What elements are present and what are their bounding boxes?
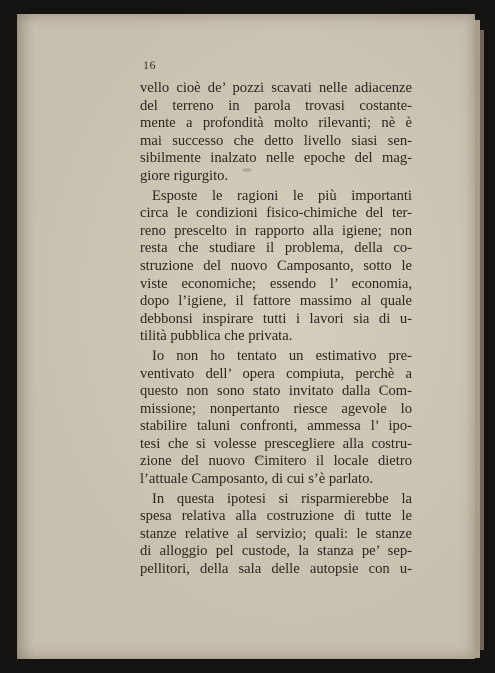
text-line: In questa ipotesi si risparmierebbe la (152, 490, 412, 507)
page-number: 16 (143, 58, 156, 72)
text-line: questo non sono stato invitato dalla Com- (140, 383, 412, 400)
text-line: spesa relativa alla costruzione di tutte le (140, 508, 412, 525)
ink-smudge (254, 456, 264, 460)
text-line: mente a profondità molto rilevanti; nè è (140, 115, 412, 132)
text-line: mai successo che detto livello siasi sen- (140, 132, 412, 149)
text-line: debbonsi inspirare tutti i lavori sia di u- (140, 310, 412, 327)
text-line: zione del nuovo Cimitero il locale dietro (140, 453, 412, 470)
book-edge-shadow (480, 30, 484, 650)
text-line: resta che studiare il problema, della co- (140, 240, 412, 257)
text-line: l’attuale Camposanto, di cui s’è parlato. (140, 471, 374, 488)
text-line: Esposte le ragioni le più importanti (152, 187, 412, 204)
text-line: dopo l’igiene, il fattore massimo al quale (140, 293, 412, 310)
text-line: circa le condizioni fisico-chimiche del ter- (140, 205, 412, 222)
text-line: tilità pubblica che privata. (140, 328, 293, 345)
text-line: reno prescelto in rapporto alla igiene; non (140, 222, 412, 239)
text-line: stabilire taluni confronti, ammessa l’ ipo- (140, 418, 412, 435)
text-line: Io non ho tentato un estimativo pre- (152, 347, 412, 364)
text-line: struzione del nuovo Camposanto, sotto le (140, 257, 412, 274)
text-line: vello cioè de’ pozzi scavati nelle adiacenze (140, 80, 412, 96)
ink-smudge (242, 168, 252, 172)
text-line: di alloggio pel custode, la stanza pe’ sep- (140, 543, 412, 560)
text-line: missione; nonpertanto riesce agevole lo (140, 400, 412, 417)
text-line: viste economiche; essendo l’ economia, (140, 275, 412, 292)
text-line: del terreno in parola trovasi costante- (140, 97, 412, 114)
text-line: giore rigurgito. (140, 167, 229, 184)
body-text (140, 80, 412, 579)
text-line: stanze relative al servizio; quali: le stanze (140, 525, 412, 542)
text-line: tesi che si volesse prescegliere alla costru- (140, 435, 412, 452)
text-line: pellitori, della sala delle autopsie con u- (140, 561, 412, 578)
text-line: sibilmente inalzato nelle epoche del mag- (140, 150, 412, 167)
text-line: ventivato dell’ opera compiuta, perchè a (140, 365, 412, 382)
